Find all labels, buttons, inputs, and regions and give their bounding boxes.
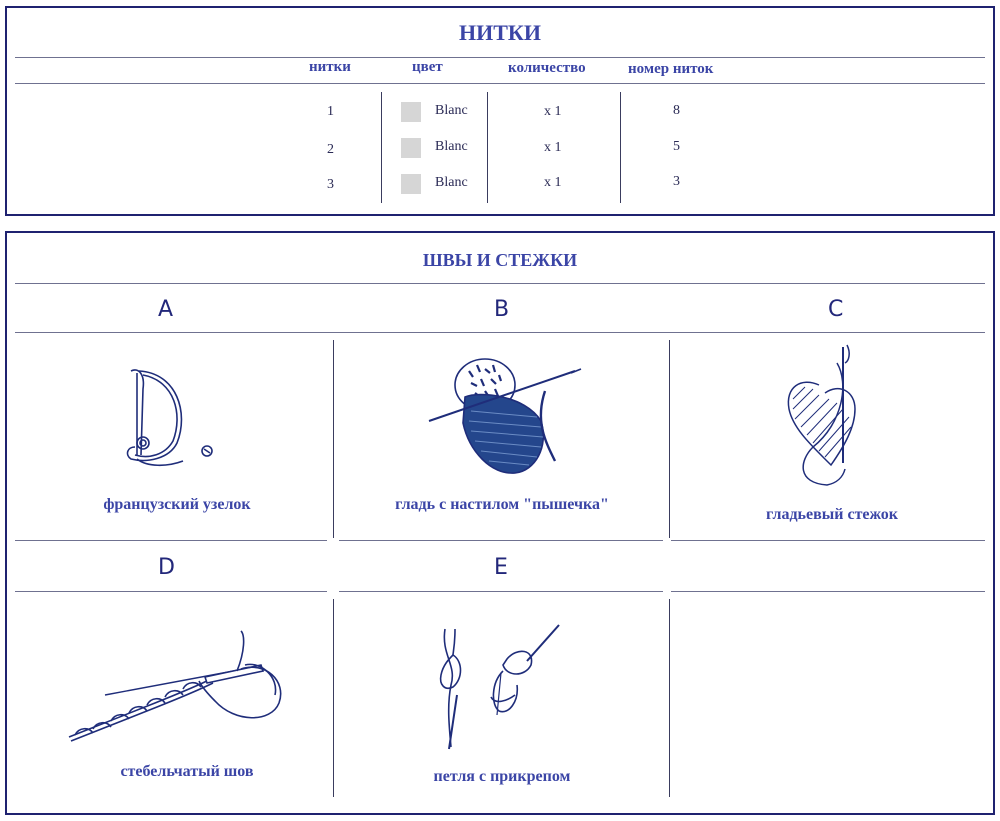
thread-index: 2	[327, 142, 334, 157]
french-knot-illustration	[117, 363, 227, 473]
padded-satin-stitch-illustration	[425, 351, 585, 481]
divider	[15, 540, 327, 541]
thread-number: 3	[673, 174, 680, 189]
thread-number: 8	[673, 103, 680, 118]
color-name: Blanc	[435, 139, 468, 154]
color-swatch	[401, 174, 421, 194]
color-name: Blanc	[435, 175, 468, 190]
divider	[15, 57, 985, 58]
thread-number: 5	[673, 139, 680, 154]
stitch-letter-e: E	[494, 555, 508, 580]
divider	[15, 332, 985, 333]
divider	[671, 591, 985, 592]
thread-index: 3	[327, 177, 334, 192]
divider	[339, 540, 663, 541]
divider	[15, 83, 985, 84]
quantity: x 1	[544, 175, 562, 190]
stitch-caption-a: французский узелок	[103, 496, 251, 513]
column-separator	[487, 92, 488, 203]
divider	[339, 591, 663, 592]
stitch-caption-d: стебельчатый шов	[120, 763, 254, 780]
column-separator	[333, 340, 334, 538]
stitches-panel	[5, 231, 995, 815]
divider	[15, 283, 985, 284]
color-name: Blanc	[435, 103, 468, 118]
stitch-letter-b: B	[494, 297, 510, 322]
color-swatch	[401, 138, 421, 158]
column-separator	[381, 92, 382, 203]
divider	[15, 591, 327, 592]
thread-index: 1	[327, 104, 334, 119]
quantity: x 1	[544, 140, 562, 155]
stitches-title: ШВЫ И СТЕЖКИ	[422, 250, 578, 270]
quantity: x 1	[544, 104, 562, 119]
stitch-letter-a: A	[158, 297, 174, 322]
stem-stitch-illustration	[65, 631, 285, 751]
column-separator	[620, 92, 621, 203]
threads-title: НИТКИ	[459, 20, 541, 45]
column-separator	[669, 340, 670, 538]
stitch-letter-c: C	[828, 297, 844, 322]
stitch-caption-e: петля с прикрепом	[433, 768, 571, 785]
stitch-caption-c: гладьевый стежок	[766, 506, 898, 523]
divider	[671, 540, 985, 541]
column-separator	[669, 599, 670, 797]
col-header-threads: нитки	[309, 59, 351, 75]
col-header-thread-number: номер ниток	[628, 61, 714, 77]
stitch-caption-b: гладь с настилом "пышечка"	[395, 496, 609, 513]
stitch-letter-d: D	[158, 555, 175, 580]
threads-panel	[5, 6, 995, 216]
satin-stitch-heart-illustration	[779, 343, 869, 493]
col-header-quantity: количество	[508, 60, 586, 76]
col-header-color: цвет	[412, 59, 443, 75]
lazy-daisy-illustration	[427, 625, 567, 755]
color-swatch	[401, 102, 421, 122]
